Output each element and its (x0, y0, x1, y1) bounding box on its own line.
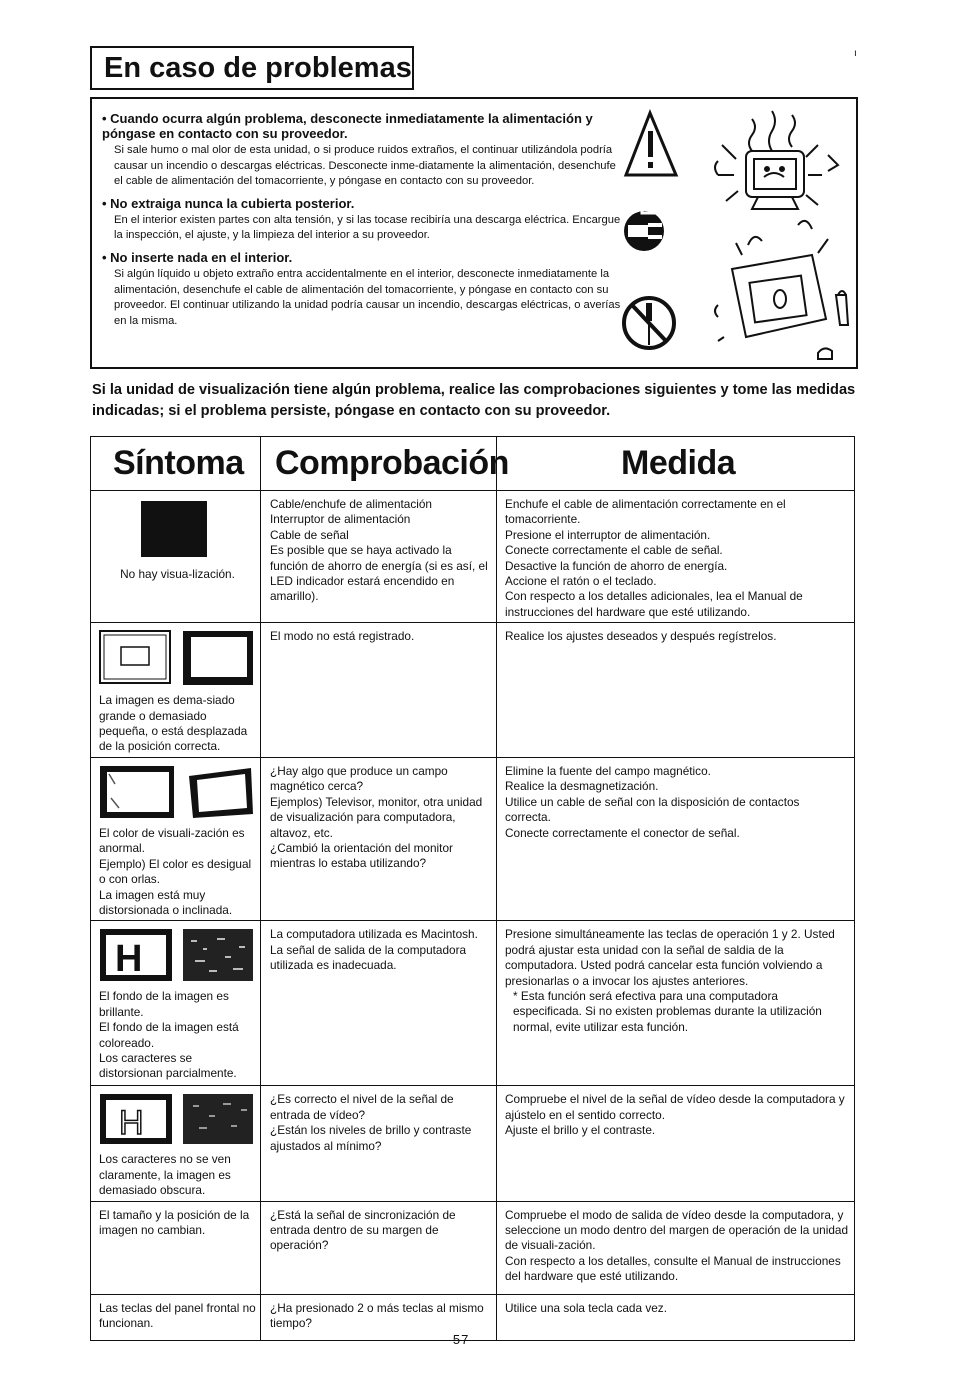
check-text: ¿Hay algo que produce un campo magnético cerca? (270, 763, 448, 794)
check-cell (261, 1201, 497, 1294)
table-header-row (91, 437, 855, 491)
check-text: Es posible que se haya activado la función de ahorro de energía (si es así, el LED indicador estará encendido en amarillo). (270, 543, 488, 604)
svg-text:H: H (115, 938, 143, 981)
page-number: – 57 – (440, 1332, 483, 1347)
measure-text: Con respecto a los detalles adicionales, lea el Manual de instrucciones del hardware que esté utilizando. (505, 589, 803, 619)
symptom-text: Ejemplo) El color es desigual o con orlas. (99, 856, 252, 887)
symptom-text: Las teclas del panel frontal no funcionan. (99, 1300, 256, 1330)
smoking-monitor-illustration (715, 111, 838, 209)
check-text: ¿Es correcto el nivel de la señal de entrada de vídeo? (270, 1092, 454, 1122)
measure-text: Conecte correctamente el cable de señal. (505, 543, 723, 558)
svg-text:H: H (119, 1104, 144, 1143)
measure-text: Realice la desmagnetización. (505, 779, 659, 794)
no-screwdriver-icon (624, 298, 674, 348)
warning-body: En el interior existen partes con alta tensión, y si las tocase recibiría una descarga eléctrica. Encargue la inspección, el ajuste, y la limpieza del interior a su proveedor. (114, 213, 621, 242)
symptom-cell (91, 757, 261, 920)
symptom-text: El fondo de la imagen es brillante. (99, 989, 229, 1019)
symptom-cell (91, 491, 261, 623)
unplug-icon (624, 209, 664, 251)
measure-cell (497, 1294, 855, 1340)
measure-text: Desactive la función de ahorro de energía. (505, 558, 728, 573)
symptom-text: El color de visuali-zación es anormal. (99, 825, 245, 856)
check-text: Ejemplos) Televisor, monitor, otra unidad de visualización para computadora, altavoz, etc. (270, 794, 483, 840)
color-distortion-icon (99, 764, 255, 820)
warning-body: Si algún líquido u objeto extraño entra accidentalmente en el interior, desconecte inmediatamente la alimentación, desenchufe el cable de alimentación del tomacorriente, y póngase en contacto con su proveedor. El continuar utilizando la unidad podría causar un incendio, descargas eléctricas, o averías en la misma. (114, 267, 621, 327)
measure-cell (497, 1201, 855, 1294)
measure-text: Enchufe el cable de alimentación correctamente en el tomacorriente. (505, 497, 786, 527)
measure-text: Ajuste el brillo y el contraste. (505, 1123, 656, 1138)
measure-text: Presione simultáneamente las teclas de operación 1 y 2. Usted podrá ajustar esta unidad con la señal de saldia de la computadora. Usted podrá cancelar esta función volviendo a presionarlas o a invocar los ajustes anteriores. (505, 927, 835, 988)
check-text: ¿Cambió la orientación del monitor mientras lo estaba utilizando? (270, 840, 453, 871)
measure-text: Conecte correctamente el conector de señal. (505, 825, 740, 840)
symptom-text: La imagen está muy distorsionada o inclinada. (99, 887, 233, 917)
measure-cell (497, 757, 855, 920)
table-row (91, 1086, 855, 1201)
check-cell (261, 623, 497, 758)
measure-text: Compruebe el modo de salida de vídeo desde la computadora, y seleccione un modo dentro del margen de operación de la unidad de visuali-zación. (505, 1207, 849, 1253)
table-row (91, 921, 855, 1086)
check-text: ¿Está la señal de sincronización de entrada dentro de su margen de operación? (270, 1207, 456, 1253)
page-title: En caso de problemas (90, 46, 414, 90)
warning-body: Si sale humo o mal olor de esta unidad, o si produce ruidos extraños, el continuar utilizándola podría causar un incendio o descargas eléctricas. Desconecte inme-diatamente la alimentación, desenchufe el cable de alimentación del tomacorriente, y póngase en contacto con su proveedor. (114, 144, 616, 188)
warning-heading: • Cuando ocurra algún problema, desconecte inmediatamente la alimentación y póngase en contacto con su proveedor. (102, 111, 593, 141)
symptom-cell (91, 1201, 261, 1294)
image-size-icon (99, 629, 255, 687)
column-header-measure: Medida (497, 437, 855, 491)
measure-text: Realice los ajustes deseados y después regístrelos. (505, 629, 777, 644)
dark-image-icon (99, 1092, 255, 1146)
opened-monitor-illustration (715, 221, 848, 359)
measure-text: Utilice una sola tecla cada vez. (505, 1300, 667, 1315)
column-header-check: Comprobación (261, 437, 497, 491)
symptom-text: El tamaño y la posición de la imagen no cambian. (99, 1207, 250, 1237)
measure-text: Elimine la fuente del campo magnético. (505, 763, 711, 778)
symptom-cell (91, 1086, 261, 1201)
intro-paragraph: Si la unidad de visualización tiene algún problema, realice las comprobaciones siguientes y tome las medidas indicadas; si el problema persiste, póngase en contacto con su proveedor. (92, 382, 856, 419)
symptom-cell (91, 921, 261, 1086)
check-cell (261, 491, 497, 623)
warning-heading: • No extraiga nunca la cubierta posterior. (102, 195, 355, 211)
warning-list (102, 111, 622, 335)
symptom-text: El fondo de la imagen está coloreado. (99, 1020, 239, 1050)
check-text: La señal de salida de la computadora utilizada es inadecuada. (270, 942, 467, 973)
table-row (91, 1201, 855, 1294)
check-text: ¿Están los niveles de brillo y contraste ajustados al mínimo? (270, 1123, 472, 1153)
measure-text: Accione el ratón o el teclado. (505, 574, 657, 589)
measure-text: Compruebe el nivel de la señal de vídeo desde la computadora y ajústelo en el sentido correcto. (505, 1092, 845, 1122)
measure-text: * Esta función será efectiva para una computadora especificada. Si no existen problemas durante la utilización normal, evite utilizar esta función. (513, 988, 822, 1034)
check-text: Cable/enchufe de alimentación (270, 497, 432, 511)
check-text: El modo no está registrado. (270, 629, 415, 644)
troubleshooting-table (90, 436, 855, 1341)
symptom-cell (91, 1294, 261, 1340)
check-cell (261, 757, 497, 920)
symptom-cell (91, 623, 261, 758)
warning-illustrations (622, 105, 852, 367)
blank-screen-icon (99, 497, 249, 561)
table-row (91, 623, 855, 758)
measure-cell (497, 623, 855, 758)
symptom-text: No hay visua-lización. (120, 567, 235, 581)
symptom-text: La imagen es dema-siado grande o demasiado pequeña, o está desplazada de la posición correcta. (99, 693, 248, 754)
measure-cell (497, 921, 855, 1086)
warning-triangle-icon (626, 113, 676, 175)
check-cell (261, 1086, 497, 1201)
measure-text: Utilice un cable de señal con la disposición de contactos correcta. (505, 794, 800, 825)
bright-background-icon (99, 927, 255, 983)
measure-text: Con respecto a los detalles, consulte el Manual de instrucciones del hardware que esté utilizando. (505, 1253, 841, 1284)
warning-box (90, 97, 858, 369)
symptom-text: Los caracteres se distorsionan parcialmente. (99, 1050, 237, 1081)
check-text: La computadora utilizada es Macintosh. (270, 927, 478, 942)
measure-text: Presione el interruptor de alimentación. (505, 527, 711, 542)
corner-mark: ı (854, 48, 857, 59)
column-header-symptom: Síntoma (91, 437, 261, 491)
warning-heading: • No inserte nada en el interior. (102, 249, 293, 265)
table-row (91, 491, 855, 623)
check-text: ¿Ha presionado 2 o más teclas al mismo tiempo? (270, 1300, 484, 1330)
table-row (91, 757, 855, 920)
measure-cell (497, 491, 855, 623)
check-text: Interruptor de alimentación (270, 512, 411, 527)
measure-cell (497, 1086, 855, 1201)
check-text: Cable de señal (270, 527, 349, 542)
check-cell (261, 921, 497, 1086)
symptom-text: Los caracteres no se ven claramente, la imagen es demasiado obscura. (99, 1152, 231, 1198)
